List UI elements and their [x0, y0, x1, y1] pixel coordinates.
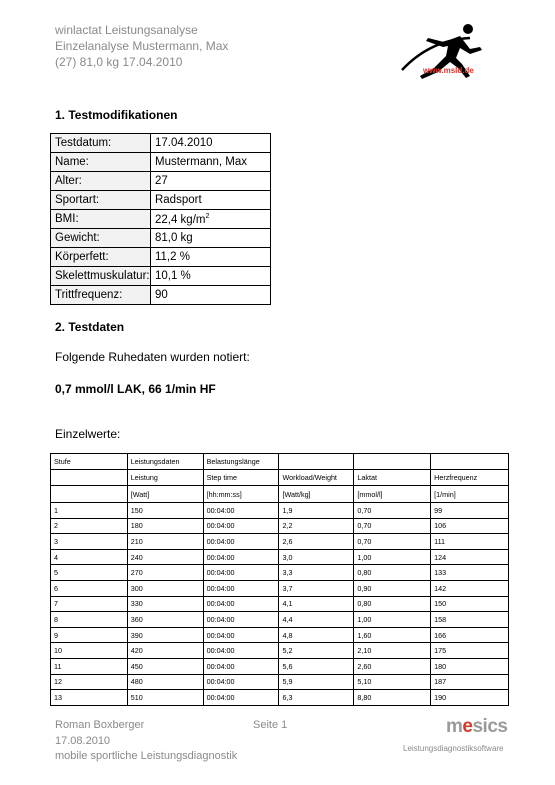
- table-cell: 11: [51, 658, 128, 674]
- table-cell: 5,9: [279, 674, 354, 690]
- table-cell: 190: [431, 690, 509, 706]
- table-cell: 13: [51, 690, 128, 706]
- table-cell: Leistung: [127, 470, 203, 486]
- info-value: [150, 229, 270, 248]
- table-cell: 3,0: [279, 549, 354, 565]
- table-cell: 158: [431, 612, 509, 628]
- info-label: Alter:: [51, 172, 151, 191]
- single-values-table: [50, 453, 509, 706]
- table-cell: 00:04:00: [203, 612, 279, 628]
- table-cell: Step time: [203, 470, 279, 486]
- table-cell: 8: [51, 612, 128, 628]
- table-cell: [279, 454, 354, 470]
- table-cell: 00:04:00: [203, 690, 279, 706]
- table-cell: 106: [431, 518, 509, 534]
- logo-url: www.msld.de: [423, 66, 474, 75]
- table-cell: 00:04:00: [203, 534, 279, 550]
- table-cell: 450: [127, 658, 203, 674]
- table-cell: 0,70: [354, 518, 431, 534]
- info-value: [150, 267, 270, 286]
- info-label: Skelettmuskulatur:: [51, 267, 151, 286]
- header-line-2: Einzelanalyse Mustermann, Max: [55, 39, 229, 53]
- footer-page-number: Seite 1: [253, 719, 288, 731]
- table-cell: 8,80: [354, 690, 431, 706]
- table-cell: Herzfrequenz: [431, 470, 509, 486]
- footer-author: Roman Boxberger: [55, 719, 145, 731]
- footer-date: 17.08.2010: [55, 735, 111, 747]
- table-row: [51, 658, 509, 674]
- rest-data-intro: Folgende Ruhedaten wurden notiert:: [55, 350, 250, 364]
- table-cell: 150: [127, 503, 203, 519]
- table-cell: 4,1: [279, 596, 354, 612]
- footer-tagline: mobile sportliche Leistungsdiagnostik: [55, 750, 238, 762]
- table-cell: 2,2: [279, 518, 354, 534]
- table-cell: 9: [51, 627, 128, 643]
- table-cell: 6: [51, 580, 128, 596]
- table-row: [51, 596, 509, 612]
- table-cell: 00:04:00: [203, 627, 279, 643]
- table-cell: [51, 486, 128, 503]
- table-cell: 510: [127, 690, 203, 706]
- table-cell: 111: [431, 534, 509, 550]
- table-cell: [Watt/kg]: [279, 486, 354, 503]
- info-label: BMI:: [51, 210, 151, 229]
- table-cell: [mmol/l]: [354, 486, 431, 503]
- test-modifications-table: [50, 133, 271, 305]
- table-cell: 3,3: [279, 565, 354, 581]
- mesics-logo: mesics: [446, 716, 508, 737]
- table-cell: 7: [51, 596, 128, 612]
- table-cell: [Watt]: [127, 486, 203, 503]
- table-row: [51, 690, 509, 706]
- info-value-superscript: 2: [205, 212, 210, 220]
- table-cell: 00:04:00: [203, 565, 279, 581]
- table-cell: Leistungsdaten: [127, 454, 203, 470]
- table-cell: 00:04:00: [203, 643, 279, 659]
- info-row: [51, 267, 271, 286]
- table-cell: 0,70: [354, 503, 431, 519]
- info-value: [150, 172, 270, 191]
- footer-brand-subtitle: Leistungsdiagnostiksoftware: [403, 744, 504, 753]
- info-value-text: 11,2 %: [154, 251, 190, 263]
- header-line-3: (27) 81,0 kg 17.04.2010: [55, 55, 183, 69]
- info-value-text: Mustermann, Max: [154, 156, 248, 168]
- table-cell: 1,9: [279, 503, 354, 519]
- table-row: [51, 674, 509, 690]
- table-cell: 0,80: [354, 565, 431, 581]
- table-cell: 480: [127, 674, 203, 690]
- table-cell: 180: [127, 518, 203, 534]
- info-value-text: Radsport: [154, 194, 202, 206]
- table-cell: [354, 454, 431, 470]
- table-cell: 2,6: [279, 534, 354, 550]
- table-cell: 5: [51, 565, 128, 581]
- document-header: [55, 22, 228, 70]
- table-unit-row: [51, 486, 509, 503]
- info-value: [150, 210, 270, 229]
- table-cell: 99: [431, 503, 509, 519]
- table-cell: 124: [431, 549, 509, 565]
- table-cell: 166: [431, 627, 509, 643]
- info-row: [51, 191, 271, 210]
- table-cell: 1,60: [354, 627, 431, 643]
- table-row: [51, 612, 509, 628]
- table-cell: 1: [51, 503, 128, 519]
- table-cell: 420: [127, 643, 203, 659]
- info-label: Sportart:: [51, 191, 151, 210]
- table-cell: 0,70: [354, 534, 431, 550]
- info-row: [51, 134, 271, 153]
- table-cell: 133: [431, 565, 509, 581]
- table-cell: 10: [51, 643, 128, 659]
- table-cell: 2: [51, 518, 128, 534]
- table-cell: 5,10: [354, 674, 431, 690]
- info-value-text: 22,4 kg/m: [154, 213, 206, 226]
- info-row: [51, 153, 271, 172]
- table-cell: 300: [127, 580, 203, 596]
- table-row: [51, 580, 509, 596]
- table-cell: Laktat: [354, 470, 431, 486]
- table-cell: 0,80: [354, 596, 431, 612]
- info-value-text: 10,1 %: [154, 270, 191, 282]
- table-cell: 2,10: [354, 643, 431, 659]
- table-cell: 360: [127, 612, 203, 628]
- table-cell: 210: [127, 534, 203, 550]
- info-value: [150, 248, 270, 267]
- info-label: Testdatum:: [51, 134, 151, 153]
- table-cell: [1/min]: [431, 486, 509, 503]
- table-cell: 150: [431, 596, 509, 612]
- table-cell: 4,8: [279, 627, 354, 643]
- info-label: Name:: [51, 153, 151, 172]
- table-cell: 270: [127, 565, 203, 581]
- info-row: [51, 286, 271, 305]
- table-cell: 330: [127, 596, 203, 612]
- info-label: Trittfrequenz:: [51, 286, 151, 305]
- info-value-text: 17.04.2010: [154, 137, 213, 149]
- table-column-header-row: [51, 470, 509, 486]
- table-row: [51, 643, 509, 659]
- table-cell: 5,2: [279, 643, 354, 659]
- table-cell: 00:04:00: [203, 674, 279, 690]
- info-value: [150, 153, 270, 172]
- table-cell: Belastungslänge: [203, 454, 279, 470]
- table-cell: 240: [127, 549, 203, 565]
- info-row: [51, 210, 271, 229]
- table-cell: 6,3: [279, 690, 354, 706]
- table-cell: 5,6: [279, 658, 354, 674]
- table-cell: 00:04:00: [203, 596, 279, 612]
- table-cell: 175: [431, 643, 509, 659]
- info-value: [150, 286, 270, 305]
- table-cell: [431, 454, 509, 470]
- table-cell: 390: [127, 627, 203, 643]
- info-value: [150, 134, 270, 153]
- section-2-title: 2. Testdaten: [55, 320, 125, 334]
- table-row: [51, 503, 509, 519]
- header-line-1: winlactat Leistungsanalyse: [55, 23, 198, 37]
- info-row: [51, 229, 271, 248]
- single-values-label: Einzelwerte:: [55, 427, 121, 441]
- info-value: [150, 191, 270, 210]
- table-cell: 4,4: [279, 612, 354, 628]
- table-cell: 1,00: [354, 612, 431, 628]
- table-cell: 00:04:00: [203, 549, 279, 565]
- info-value-text: 27: [154, 175, 168, 187]
- table-cell: 2,60: [354, 658, 431, 674]
- table-cell: 180: [431, 658, 509, 674]
- info-label: Gewicht:: [51, 229, 151, 248]
- table-cell: 1,00: [354, 549, 431, 565]
- info-row: [51, 172, 271, 191]
- info-value-text: 81,0 kg: [154, 232, 193, 244]
- info-value-text: 90: [154, 289, 168, 301]
- info-label: Körperfett:: [51, 248, 151, 267]
- table-cell: Workload/Weight: [279, 470, 354, 486]
- rest-data-values: 0,7 mmol/l LAK, 66 1/min HF: [55, 382, 216, 396]
- table-cell: [51, 470, 128, 486]
- table-row: [51, 627, 509, 643]
- table-cell: 3,7: [279, 580, 354, 596]
- table-cell: 4: [51, 549, 128, 565]
- table-row: [51, 534, 509, 550]
- table-row: [51, 565, 509, 581]
- table-cell: 0,90: [354, 580, 431, 596]
- table-cell: Stufe: [51, 454, 128, 470]
- table-cell: 00:04:00: [203, 580, 279, 596]
- table-row: [51, 549, 509, 565]
- table-cell: 00:04:00: [203, 518, 279, 534]
- table-cell: 00:04:00: [203, 658, 279, 674]
- section-1-title: 1. Testmodifikationen: [55, 108, 178, 122]
- table-cell: 12: [51, 674, 128, 690]
- table-cell: [hh:mm:ss]: [203, 486, 279, 503]
- table-cell: 187: [431, 674, 509, 690]
- table-cell: 142: [431, 580, 509, 596]
- table-cell: 00:04:00: [203, 503, 279, 519]
- table-cell: 3: [51, 534, 128, 550]
- info-row: [51, 248, 271, 267]
- table-row: [51, 518, 509, 534]
- table-group-header-row: [51, 454, 509, 470]
